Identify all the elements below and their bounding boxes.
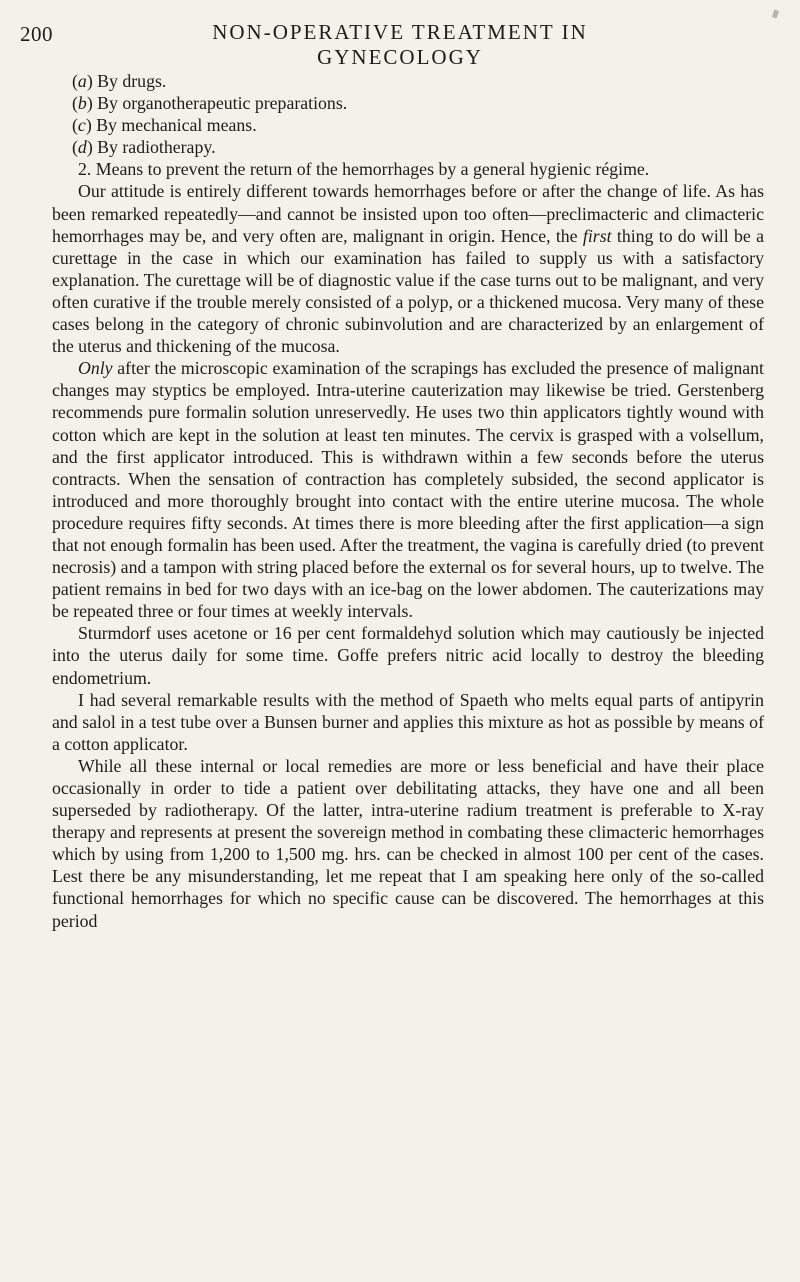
list-letter: b <box>77 93 87 114</box>
italic-emphasis: first <box>582 225 612 246</box>
list-letter: c <box>77 115 86 136</box>
paragraph-sturmdorf: Sturmdorf uses acetone or 16 per cent formaldehyd solution which may cautiously be injected into the uterus daily for some time. Goffe prefers nitric acid locally to destroy the bleeding endometrium. <box>52 623 764 688</box>
paragraph-attitude: Our attitude is entirely different towards hemorrhages before or after the change of life. As has been remarked repeatedly—and cannot be insisted upon too often—preclimacteric and climacteric hemorrhages may be, and very often are, malignant in origin. Hence, the first thing to do will be a curettage in the case in which our examination has failed to supply us with a satisfactory explanation. The curettage will be of diagnostic value if the case turns out to be malignant, and very often curative if the trouble merely consisted of a polyp, or a thickened mucosa. Very many of these cases belong in the category of chronic subinvolution and are characterized by an enlargement of the uterus and thickening of the mucosa. <box>52 181 764 357</box>
list-item: (d) By radiotherapy. <box>72 137 216 158</box>
body-text <box>52 70 764 932</box>
list-item: (b) By organotherapeutic preparations. <box>72 93 348 114</box>
running-head: NON-OPERATIVE TREATMENT IN GYNECOLOGY <box>212 20 588 69</box>
paragraph-spaeth: I had several remarkable results with the method of Spaeth who melts equal parts of antipyrin and salol in a test tube over a Bunsen burner and applies this mixture as hot as possible by means of a cotton applicator. <box>52 689 764 754</box>
list-letter: a <box>77 71 87 91</box>
paragraph-styptics: Only after the microscopic examination of the scrapings has excluded the presence of malignant changes may styptics be employed. Intra-uterine cauterization may likewise be tried. Gerstenberg recommends pure formalin solution unreservedly. He uses two thin applicators tightly wound with cotton which are kept in the solution at least ten minutes. The cervix is grasped with a volsellum, and the first applicator introduced. This is withdrawn within a few seconds before the uterus contracts. When the sensation of contraction has completely subsided, the second applicator is introduced and more thoroughly brought into contact with the entire uterine mucosa. The whole procedure requires fifty seconds. At times there is more bleeding after the first application—a sign that not enough formalin has been used. After the treatment, the vagina is carefully dried (to prevent necrosis) and a tampon with string placed before the external os for several hours, up to twelve. The patient remains in bed for two days with an ice-bag on the lower abdomen. The cauterizations may be repeated three or four times at weekly intervals. <box>52 358 764 622</box>
paragraph-hygienic-regime: 2. Means to prevent the return of the hemorrhages by a general hygienic régime. <box>78 159 650 180</box>
list-letter: d <box>77 137 87 158</box>
means-list <box>52 70 764 158</box>
page-number: 200 <box>20 22 53 46</box>
list-item: (c) By mechanical means. <box>72 115 257 136</box>
page-header <box>20 14 780 69</box>
list-item: (a) By drugs. <box>72 71 167 91</box>
paragraph-radiotherapy: While all these internal or local remedies are more or less beneficial and have their place occasionally in order to tide a patient over debilitating attacks, they have one and all been superseded by radiotherapy. Of the latter, intra-uterine radium treatment is preferable to X-ray therapy and represents at present the sovereign method in combating these climacteric hemorrhages which by using from 1,200 to 1,500 mg. hrs. can be checked in almost 100 per cent of the cases. Lest there be any misunderstanding, let me repeat that I am speaking here only of the so-called functional hemorrhages for which no specific cause can be discovered. The hemorrhages at this period <box>52 755 764 931</box>
italic-emphasis: Only <box>78 358 113 379</box>
